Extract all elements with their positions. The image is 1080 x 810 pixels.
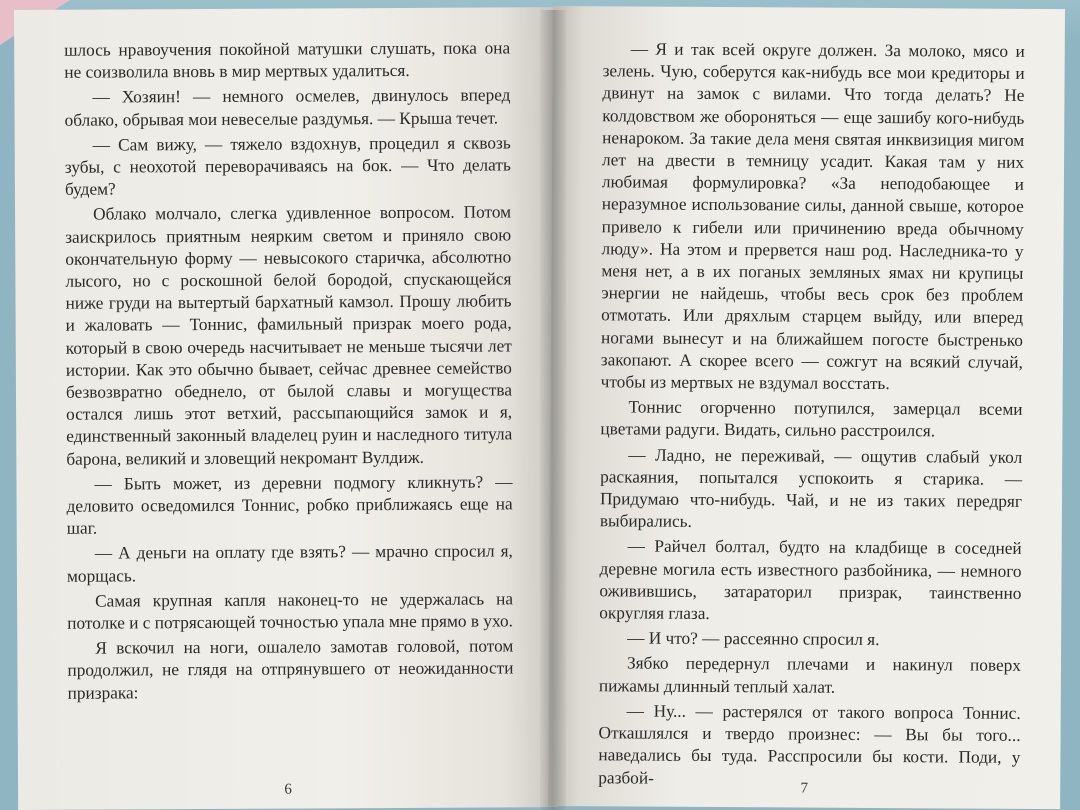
right-page	[548, 6, 1065, 809]
right-paragraph-7: — Ну... — растерялся от такого вопроса Тоннис. Откашлялся и твердо произнес: — Вы бы того... наведались бы туда. Расспросили бы кости. Поди, у разбой-	[598, 701, 1021, 788]
right-paragraph-5: — И что? — рассеянно спросил я.	[627, 628, 880, 650]
right-paragraph-3: — Ладно, не переживай, — ощутив слабый укол раскаяния, попытался успокоить я старика. — Придумаю что-нибудь. Чай, и не из таких передряг выбирались.	[599, 445, 1023, 532]
left-paragraph-2: — Хозяин! — немного осмелев, двинулось вперед облако, обрывая мои невеселые раздумья. — Крыша течет.	[64, 85, 511, 130]
left-paragraph-8: Я вскочил на ноги, ошалело замотав головой, потом продолжил, не глядя на отпрянувшего от неожиданности призрака:	[67, 636, 514, 703]
right-paragraph-4: — Райчел болтал, будто на кладбище в соседней деревне могила есть известного разбойника, — немного оживившись, затараторил призрак, таинственно округляя глаза.	[599, 536, 1022, 624]
page-number-left: 6	[284, 781, 292, 798]
right-paragraph-1: — Я и так всей округе должен. За молоко, мясо и зелень. Чую, соберутся как-нибудь все мои кредиторы и двинут на замок с вилами. Что тогда делать? Не колдовством же обороняться — еще зашибу кого-нибудь ненароком. За такие дела меня святая инквизиция мигом лет на двести в темницу усадит. Какая там у них любимая формулировка? «За неподобающее и неразумное использование силы, данной свыше, которое привело к гибели или причинению вреда обычному люду». На этом и прервется наш род. Наследника-то у меня нет, а в их поганых земляных ямах ни крупицы энергии не найдешь, чтобы весь срок без проблем отмотать. Или дряхлым старцем выйду, или вперед ногами вынесут и на ближайшем погосте быстренько закопают. А скорее всего — сожгут на всякий случай, чтобы из мертвых не вздумал восстать.	[600, 39, 1025, 394]
left-paragraph-7: Самая крупная капля наконец-то не удержалась на потолке и с потрясающей точностью упала мне прямо в ухо.	[67, 589, 514, 633]
book-spine-gutter	[540, 10, 566, 810]
left-paragraph-1: шлось нравоучения покойной матушки слушать, пока она не соизволила вновь в мир мертвых удалиться.	[64, 38, 511, 82]
left-paragraph-5: — Быть может, из деревни подмогу кликнуть? — деловито осведомился Тоннис, робко приближаясь еще на шаг.	[66, 472, 513, 538]
left-paragraph-3: — Сам вижу, — тяжело вздохнув, процедил я сквозь зубы, с неохотой переворачиваясь на бок. — Что делать будем?	[64, 133, 511, 199]
left-paragraph-4: Облако молчало, слегка удивленное вопросом. Потом заискрилось приятным неярким светом и приняло свою окончательную форму — невысокого старичка, абсолютно лысого, но с роскошной белой бородой, спускающейся ниже груди на вытертый бархатный камзол. Прошу любить и жаловать — Тоннис, фамильный призрак моего рода, который в свою очередь насчитывает не меньше тысячи лет истории. Как это обычно бывает, сейчас древнее семейство безвозвратно обеднело, от былой славы и могущества остался лишь этот ветхий, рассыпающийся замок и я, единственный законный владелец руин и наследного титула барона, великий и зловещий некромант Вулдиж.	[65, 202, 513, 469]
right-paragraph-2: Тоннис огорченно потупился, замерцал всеми цветами радуги. Видать, сильно расстроился.	[600, 397, 1023, 441]
left-page	[14, 7, 558, 810]
page-number-right: 7	[800, 780, 809, 797]
right-paragraph-6: Зябко передернул плечами и накинул поверх пижамы длинный теплый халат.	[598, 653, 1022, 697]
left-paragraph-6: — А деньги на оплату где взять? — мрачно спросил я, морщась.	[66, 541, 513, 586]
